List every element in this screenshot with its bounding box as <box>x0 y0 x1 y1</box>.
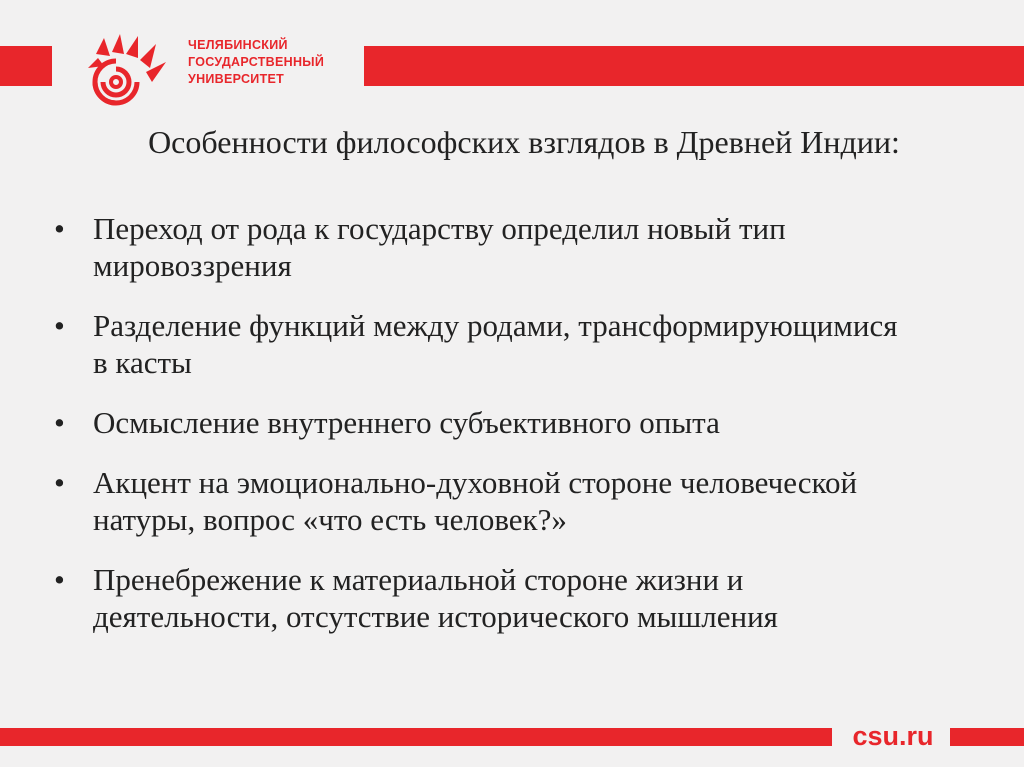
bullet-item <box>52 561 992 635</box>
bullet-text-line: Разделение функций между родами, трансформирующимися <box>93 308 898 343</box>
footer-bar-left <box>0 728 832 746</box>
university-name <box>188 37 324 88</box>
bullet-item <box>52 307 992 381</box>
bullet-text-line: Осмысление внутреннего субъективного опыта <box>93 405 720 440</box>
bullet-text-line: Переход от рода к государству определил новый тип <box>93 211 786 246</box>
footer-site-link[interactable]: csu.ru <box>852 721 934 751</box>
bullet-text-line: мировоззрения <box>93 248 292 283</box>
bullet-item <box>52 464 992 538</box>
bullet-text-line: деятельности, отсутствие исторического мышления <box>93 599 778 634</box>
university-logo-icon <box>78 28 178 108</box>
bullet-item <box>52 404 992 441</box>
bullet-marker: • <box>54 405 65 440</box>
bullet-marker: • <box>54 465 65 500</box>
university-name-line: ГОСУДАРСТВЕННЫЙ <box>188 55 325 69</box>
bullet-list <box>52 210 992 658</box>
bullet-marker: • <box>54 211 65 246</box>
bullet-marker: • <box>54 562 65 597</box>
bullet-text-line: Акцент на эмоционально-духовной стороне человеческой <box>93 465 858 500</box>
university-name-line: УНИВЕРСИТЕТ <box>188 72 285 86</box>
header-bar-right <box>364 46 1024 86</box>
university-name-line: ЧЕЛЯБИНСКИЙ <box>188 38 288 52</box>
bullet-marker: • <box>54 308 65 343</box>
slide-title: Особенности философских взглядов в Древней Индии: <box>148 124 900 160</box>
header-bar-left <box>0 46 52 86</box>
bullet-item <box>52 210 992 284</box>
bullet-text-line: в касты <box>93 345 192 380</box>
bullet-text-line: натуры, вопрос «что есть человек?» <box>93 502 567 537</box>
bullet-text-line: Пренебрежение к материальной стороне жизни и <box>93 562 744 597</box>
footer-bar-right <box>950 728 1024 746</box>
